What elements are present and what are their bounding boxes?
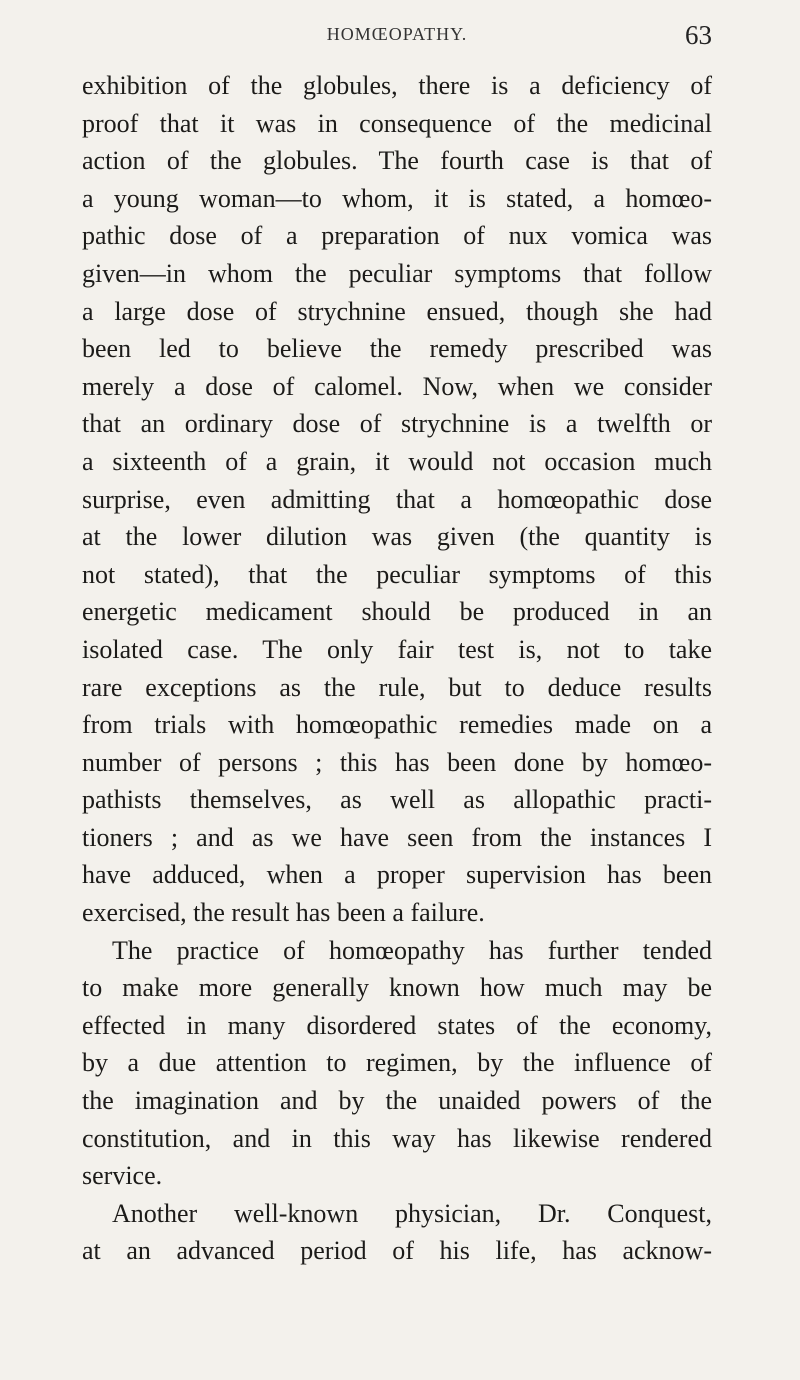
- text-line: from trials with homœopathic remedies made on a: [82, 710, 712, 740]
- text-line: by a due attention to regimen, by the influence of: [82, 1048, 712, 1078]
- text-line: action of the globules. The fourth case is that of: [82, 146, 712, 176]
- running-head: [82, 20, 712, 54]
- text-line: that an ordinary dose of strychnine is a twelfth or: [82, 409, 712, 439]
- paragraph-end-line: exercised, the result has been a failure.: [82, 898, 485, 928]
- text-line: merely a dose of calomel. Now, when we consider: [82, 371, 712, 401]
- text-line: pathists themselves, as well as allopathic practi-: [82, 785, 712, 815]
- body-text: [82, 67, 712, 1270]
- text-line: have adduced, when a proper supervision has been: [82, 860, 712, 890]
- paragraph-start-line: The practice of homœopathy has further tended: [112, 935, 712, 965]
- text-line: the imagination and by the unaided powers of the: [82, 1086, 712, 1116]
- text-line: isolated case. The only fair test is, not to take: [82, 634, 712, 664]
- running-head-title: HOMŒOPATHY.: [326, 24, 468, 44]
- text-line: tioners ; and as we have seen from the instances I: [82, 822, 712, 852]
- text-line: given—in whom the peculiar symptoms that follow: [82, 258, 712, 288]
- text-line: energetic medicament should be produced in an: [82, 597, 712, 627]
- text-line: rare exceptions as the rule, but to deduce results: [82, 672, 712, 702]
- text-line: constitution, and in this way has likewise rendered: [82, 1123, 712, 1153]
- text-line: at an advanced period of his life, has acknow-: [82, 1236, 712, 1266]
- text-line: exhibition of the globules, there is a deficiency of: [82, 71, 712, 100]
- text-line: at the lower dilution was given (the quantity is: [82, 522, 712, 552]
- text-line: a large dose of strychnine ensued, though she had: [82, 296, 712, 326]
- text-line: a sixteenth of a grain, it would not occasion much: [82, 446, 712, 476]
- text-line: to make more generally known how much may be: [82, 973, 712, 1003]
- text-line: number of persons ; this has been done by homœo-: [82, 747, 712, 777]
- paragraph-start-line: Another well-known physician, Dr. Conquest,: [112, 1198, 712, 1228]
- page-number: 63: [685, 20, 712, 50]
- text-line: pathic dose of a preparation of nux vomica was: [82, 221, 712, 251]
- text-line: effected in many disordered states of the economy,: [82, 1010, 712, 1040]
- text-line: a young woman—to whom, it is stated, a homœo-: [82, 183, 712, 213]
- text-line: surprise, even admitting that a homœopathic dose: [82, 484, 712, 514]
- text-line: been led to believe the remedy prescribed was: [82, 334, 712, 364]
- paragraph-end-line: service.: [82, 1161, 163, 1191]
- text-line: proof that it was in consequence of the medicinal: [82, 108, 712, 138]
- text-line: not stated), that the peculiar symptoms of this: [82, 559, 712, 589]
